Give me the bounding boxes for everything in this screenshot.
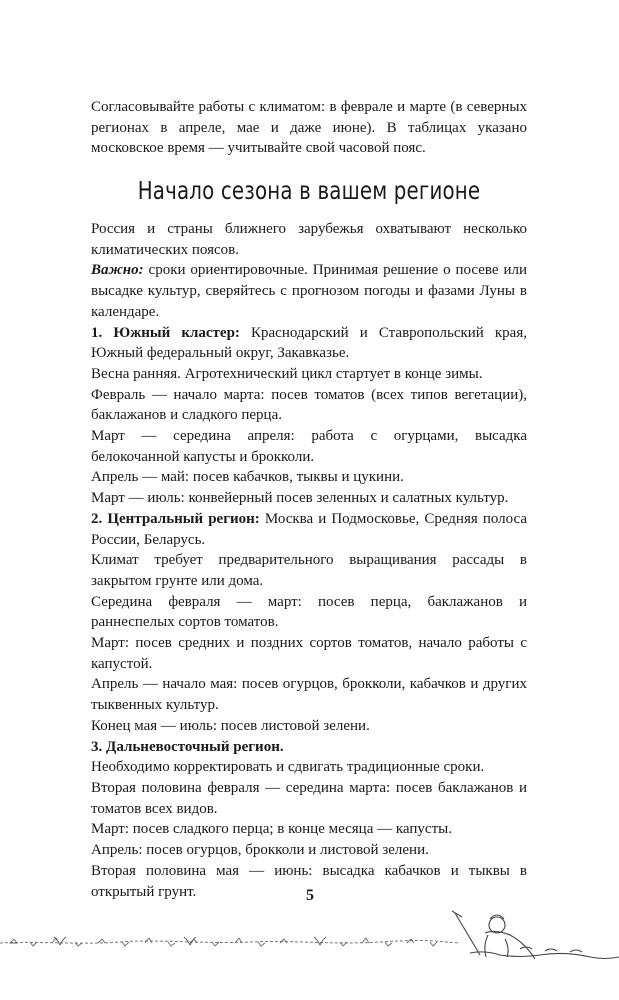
paragraph: Середина февраля — март: посев перца, баклажанов и раннеспелых сортов томатов. [91, 593, 527, 631]
paragraph: Вторая половина мая — июнь: высадка кабачков и тыквы в открытый грунт. [91, 862, 527, 900]
region-title-far-east: 3. Дальневосточный регион. [91, 738, 284, 755]
page-number: 5 [306, 887, 314, 904]
region-title-central: 2. Центральный регион: [91, 510, 260, 527]
paragraph: Необходимо корректировать и сдвигать традиционные сроки. [91, 759, 485, 776]
paragraph: Март — середина апреля: работа с огурцами, высадка белокочанной капусты и брокколи. [91, 428, 527, 465]
paragraph-text: Москва и Подмосковье, Средняя полоса России, Беларусь. [91, 510, 527, 548]
leaf-pattern [10, 938, 437, 946]
paragraph: Март: посев сладкого перца; в конце месяца — капусты. [91, 821, 452, 838]
paragraph [91, 219, 527, 260]
paragraph: Апрель — май: посев кабачков, тыквы и цукини. [91, 469, 404, 486]
paragraph-text: Россия и страны ближнего зарубежья охватывают несколько климатических поясов. [91, 221, 527, 258]
paragraph: Весна ранняя. Агротехнический цикл стартует в конце зимы. [91, 365, 483, 382]
paragraph-text: сроки ориентировочные. Принимая решение о посеве или высадке культур, сверяйтесь с прогнозом погоды и фазами Луны в календаре. [91, 262, 527, 320]
important-label: Важно: [91, 262, 144, 279]
paragraph [91, 323, 527, 364]
paragraph [91, 260, 527, 322]
paragraph [91, 737, 527, 758]
gardener-illustration [452, 911, 619, 959]
paragraph: Февраль — начало марта: посев томатов (всех типов вегетации), баклажанов и сладкого перца. [91, 386, 527, 424]
section-heading: Начало сезона в вашем регионе [137, 176, 481, 205]
paragraph: Конец мая — июль: посев листовой зелени. [91, 717, 370, 734]
paragraph [91, 509, 527, 550]
paragraph: Апрель — начало мая: посев огурцов, брокколи, кабачков и других тыквенных культур. [91, 676, 527, 714]
paragraph: Март — июль: конвейерный посев зеленных и салатных культур. [91, 490, 509, 507]
paragraph: Вторая половина февраля — середина марта: посев баклажанов и томатов всех видов. [91, 779, 527, 817]
body-text [91, 219, 527, 902]
paragraph: Климат требует предварительного выращивания рассады в закрытом грунте или дома. [91, 552, 527, 589]
paragraph: Март: посев средних и поздних сортов томатов, начало работы с капустой. [91, 635, 527, 672]
region-title-south: 1. Южный кластер: [91, 324, 240, 341]
paragraph: Апрель: посев огурцов, брокколи и листовой зелени. [91, 842, 429, 859]
footer-ornament [0, 905, 619, 965]
intro-paragraph: Согласовывайте работы с климатом: в феврале и марте (в северных регионах в апреле, мае и даже июне). В таблицах указано московское время — учитывайте свой часовой пояс. [91, 99, 527, 157]
paragraph-text: Краснодарский и Ставропольский края, Южный федеральный округ, Закавказье. [91, 324, 527, 362]
